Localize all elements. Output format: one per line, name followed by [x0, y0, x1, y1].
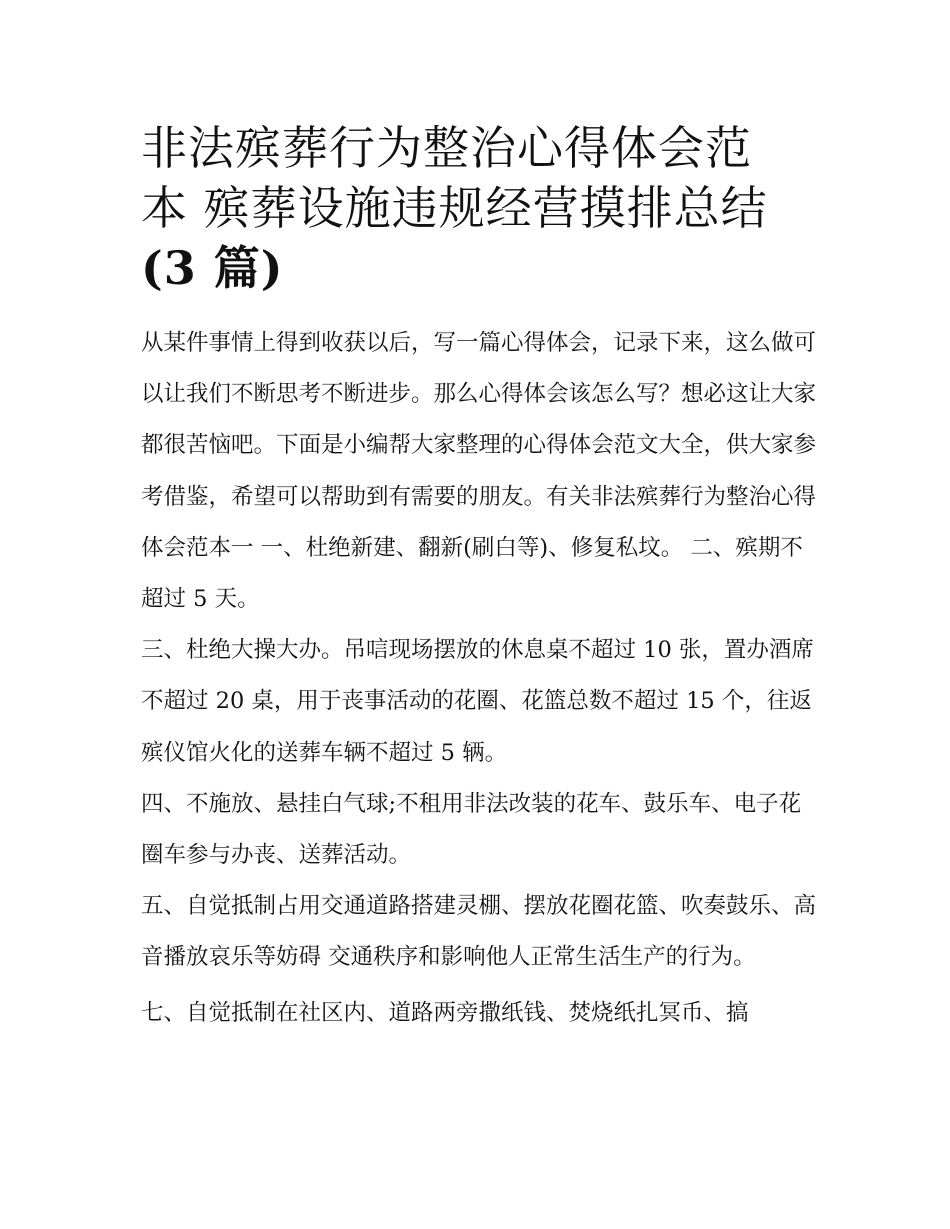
title-line-3: (3 篇): [141, 241, 284, 295]
document-title: [141, 118, 817, 298]
paragraph-intro: 从某件事情上得到收获以后，写一篇心得体会，记录下来，这么做可以让我们不断思考不断进步。那么心得体会该怎么写？想必这让大家都很苦恼吧。下面是小编帮大家整理的心得体会范文大全，供大家参考借鉴，希望可以帮助到有需要的朋友。有关非法殡葬行为整治心得体会范本一 一、杜绝新建、翻新(刷白等)、修复私坟。 二、殡期不超过 5 天。: [141, 330, 817, 613]
paragraph-3: 三、杜绝大操大办。吊唁现场摆放的休息桌不超过 10 张，置办酒席不超过 20 桌，用于丧事活动的花圈、花篮总数不超过 15 个，往返殡仪馆火化的送葬车辆不超过 5 辆。: [141, 637, 814, 766]
paragraph-5: 五、自觉抵制占用交通道路搭建灵棚、摆放花圈花篮、吹奏鼓乐、高音播放哀乐等妨碍 交通秩序和影响他人正常生活生产的行为。: [141, 893, 817, 971]
document-page: [141, 118, 817, 1039]
document-body: [141, 318, 817, 1039]
paragraph-7: 七、自觉抵制在社区内、道路两旁撒纸钱、焚烧纸扎冥币、搞: [141, 999, 749, 1026]
title-line-1: 非法殡葬行为整治心得体会范: [141, 121, 752, 175]
paragraph-4: 四、不施放、悬挂白气球;不租用非法改装的花车、鼓乐车、电子花圈车参与办丧、送葬活动。: [141, 790, 802, 869]
title-line-2: 本 殡葬设施违规经营摸排总结: [141, 181, 768, 235]
